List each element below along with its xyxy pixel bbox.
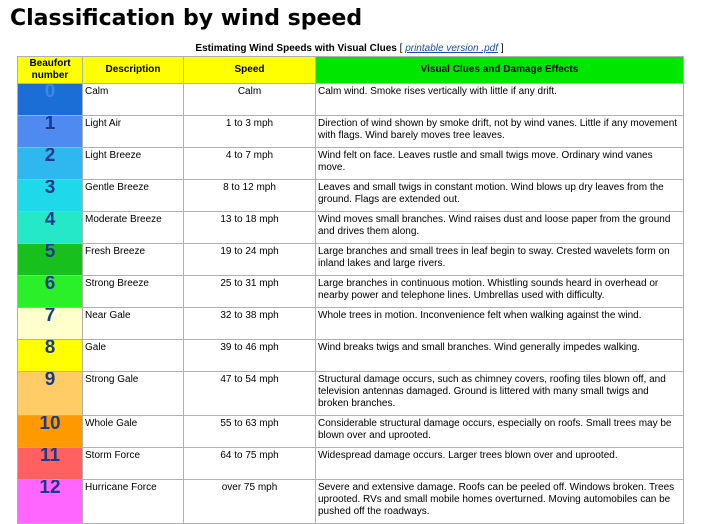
description-cell: Fresh Breeze — [83, 244, 184, 276]
speed-cell: over 75 mph — [184, 480, 316, 524]
table-row — [18, 148, 684, 180]
description-cell: Storm Force — [83, 448, 184, 480]
description-cell: Moderate Breeze — [83, 212, 184, 244]
table-row — [18, 448, 684, 480]
beaufort-number-cell: 7 — [18, 308, 83, 340]
description-cell: Gentle Breeze — [83, 180, 184, 212]
table-row — [18, 212, 684, 244]
description-cell: Strong Gale — [83, 372, 184, 416]
visual-clues-cell: Wind moves small branches. Wind raises dust and loose paper from the ground and drives them along. — [316, 212, 684, 244]
description-cell: Strong Breeze — [83, 276, 184, 308]
description-cell: Light Air — [83, 116, 184, 148]
beaufort-number-cell: 2 — [18, 148, 83, 180]
speed-cell: 4 to 7 mph — [184, 148, 316, 180]
table-row — [18, 308, 684, 340]
beaufort-table — [17, 56, 684, 524]
visual-clues-cell: Wind breaks twigs and small branches. Wind generally impedes walking. — [316, 340, 684, 372]
header-visual-clues: Visual Clues and Damage Effects — [316, 57, 684, 84]
visual-clues-cell: Widespread damage occurs. Larger trees blown over and uprooted. — [316, 448, 684, 480]
table-caption — [17, 43, 682, 54]
beaufort-number-cell: 12 — [18, 480, 83, 524]
beaufort-number-cell: 5 — [18, 244, 83, 276]
table-row — [18, 416, 684, 448]
description-cell: Calm — [83, 84, 184, 116]
beaufort-number-cell: 3 — [18, 180, 83, 212]
visual-clues-cell: Wind felt on face. Leaves rustle and small twigs move. Ordinary wind vanes move. — [316, 148, 684, 180]
beaufort-number-cell: 4 — [18, 212, 83, 244]
header-row — [18, 57, 684, 84]
description-cell: Light Breeze — [83, 148, 184, 180]
speed-cell: Calm — [184, 84, 316, 116]
visual-clues-cell: Considerable structural damage occurs, especially on roofs. Small trees may be blown over and uprooted. — [316, 416, 684, 448]
table-row — [18, 340, 684, 372]
header-beaufort-number: Beaufort number — [18, 57, 83, 84]
table-row — [18, 480, 684, 524]
visual-clues-cell: Severe and extensive damage. Roofs can be peeled off. Windows broken. Trees uprooted. RVs and small mobile homes overturned. Moving automobiles can be pushed off the roadways. — [316, 480, 684, 524]
caption-bracket-open: [ — [399, 43, 403, 54]
speed-cell: 19 to 24 mph — [184, 244, 316, 276]
speed-cell: 13 to 18 mph — [184, 212, 316, 244]
beaufort-number-cell: 10 — [18, 416, 83, 448]
beaufort-number-cell: 0 — [18, 84, 83, 116]
table-row — [18, 244, 684, 276]
speed-cell: 64 to 75 mph — [184, 448, 316, 480]
page-title: Classification by wind speed — [10, 6, 363, 31]
visual-clues-cell: Whole trees in motion. Inconvenience felt when walking against the wind. — [316, 308, 684, 340]
visual-clues-cell: Direction of wind shown by smoke drift, not by wind vanes. Little if any movement with flags. Wind barely moves tree leaves. — [316, 116, 684, 148]
caption-text: Estimating Wind Speeds with Visual Clues — [195, 43, 397, 54]
speed-cell: 32 to 38 mph — [184, 308, 316, 340]
description-cell: Near Gale — [83, 308, 184, 340]
visual-clues-cell: Leaves and small twigs in constant motion. Wind blows up dry leaves from the ground. Flags are extended out. — [316, 180, 684, 212]
table-row — [18, 372, 684, 416]
speed-cell: 39 to 46 mph — [184, 340, 316, 372]
visual-clues-cell: Large branches and small trees in leaf begin to sway. Crested wavelets form on inland lakes and large rivers. — [316, 244, 684, 276]
visual-clues-cell: Large branches in continuous motion. Whistling sounds heard in overhead or nearby power and telephone lines. Umbrellas used with difficulty. — [316, 276, 684, 308]
printable-version-link[interactable]: printable version .pdf — [405, 43, 499, 54]
speed-cell: 25 to 31 mph — [184, 276, 316, 308]
beaufort-number-cell: 11 — [18, 448, 83, 480]
speed-cell: 8 to 12 mph — [184, 180, 316, 212]
caption-bracket-close: ] — [500, 43, 504, 54]
visual-clues-cell: Calm wind. Smoke rises vertically with little if any drift. — [316, 84, 684, 116]
speed-cell: 1 to 3 mph — [184, 116, 316, 148]
speed-cell: 47 to 54 mph — [184, 372, 316, 416]
table-row — [18, 276, 684, 308]
header-description: Description — [83, 57, 184, 84]
speed-cell: 55 to 63 mph — [184, 416, 316, 448]
beaufort-number-cell: 9 — [18, 372, 83, 416]
description-cell: Whole Gale — [83, 416, 184, 448]
beaufort-number-cell: 8 — [18, 340, 83, 372]
description-cell: Gale — [83, 340, 184, 372]
table-row — [18, 116, 684, 148]
header-speed: Speed — [184, 57, 316, 84]
table-row — [18, 84, 684, 116]
table-row — [18, 180, 684, 212]
beaufort-number-cell: 6 — [18, 276, 83, 308]
beaufort-number-cell: 1 — [18, 116, 83, 148]
description-cell: Hurricane Force — [83, 480, 184, 524]
visual-clues-cell: Structural damage occurs, such as chimney covers, roofing tiles blown off, and television antennas damaged. Ground is littered with many small twigs and broken branches. — [316, 372, 684, 416]
